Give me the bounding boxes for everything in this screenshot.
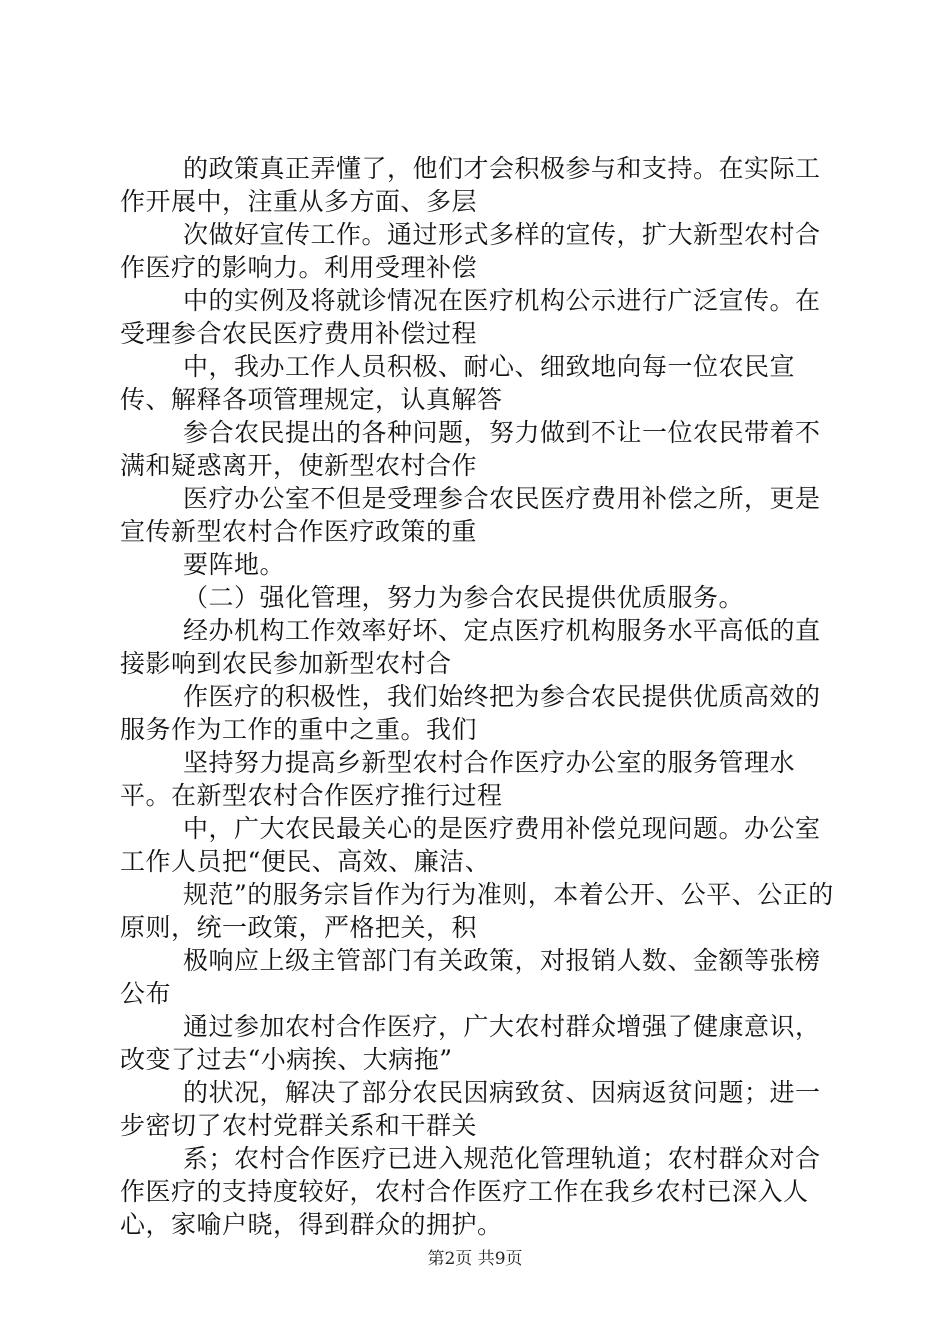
paragraph-10: 作医疗的积极性，我们始终把为参合农民提供优质高效的服务作为工作的重中之重。我们 <box>120 682 821 744</box>
paragraph-11: 坚持努力提高乡新型农村合作医疗办公室的服务管理水平。在新型农村合作医疗推行过程 <box>120 748 796 810</box>
document-body <box>120 152 840 1241</box>
paragraph-1: 的政策真正弄懂了，他们才会积极参与和支持。在实际工作开展中，注重从多方面、多层 <box>120 154 821 216</box>
paragraph-14: 极响应上级主管部门有关政策，对报销人数、金额等张榜公布 <box>120 946 821 1008</box>
paragraph-16: 的状况，解决了部分农民因病致贫、因病返贫问题；进一步密切了农村党群关系和干群关 <box>120 1078 821 1140</box>
paragraph-9: 经办机构工作效率好坏、定点医疗机构服务水平高低的直接影响到农民参加新型农村合 <box>120 616 821 678</box>
paragraph-7: 要阵地。 <box>183 550 286 579</box>
paragraph-6: 医疗办公室不但是受理参合农民医疗费用补偿之所，更是宣传新型农村合作医疗政策的重 <box>120 484 821 546</box>
paragraph-2: 次做好宣传工作。通过形式多样的宣传，扩大新型农村合作医疗的影响力。利用受理补偿 <box>120 220 821 282</box>
page-number-footer: 第2页 共9页 <box>427 1249 523 1269</box>
paragraph-4: 中，我办工作人员积极、耐心、细致地向每一位农民宣传、解释各项管理规定，认真解答 <box>120 352 796 414</box>
paragraph-3: 中的实例及将就诊情况在医疗机构公示进行广泛宣传。在受理参合农民医疗费用补偿过程 <box>120 286 821 348</box>
paragraph-5: 参合农民提出的各种问题，努力做到不让一位农民带着不满和疑惑离开，使新型农村合作 <box>120 418 821 480</box>
paragraph-13: 规范”的服务宗旨作为行为准则，本着公开、公平、公正的原则，统一政策，严格把关，积 <box>120 880 834 942</box>
paragraph-15: 通过参加农村合作医疗，广大农村群众增强了健康意识，改变了过去“小病挨、大病拖” <box>120 1012 821 1074</box>
paragraph-17: 系；农村合作医疗已进入规范化管理轨道；农村群众对合作医疗的支持度较好，农村合作医疗工作在我乡农村已深入人心，家喻户晓，得到群众的拥护。 <box>120 1144 821 1239</box>
paragraph-12: 中，广大农民最关心的是医疗费用补偿兑现问题。办公室工作人员把“便民、高效、廉洁、 <box>120 814 821 876</box>
section-heading: （二）强化管理，努力为参合农民提供优质服务。 <box>183 583 745 612</box>
